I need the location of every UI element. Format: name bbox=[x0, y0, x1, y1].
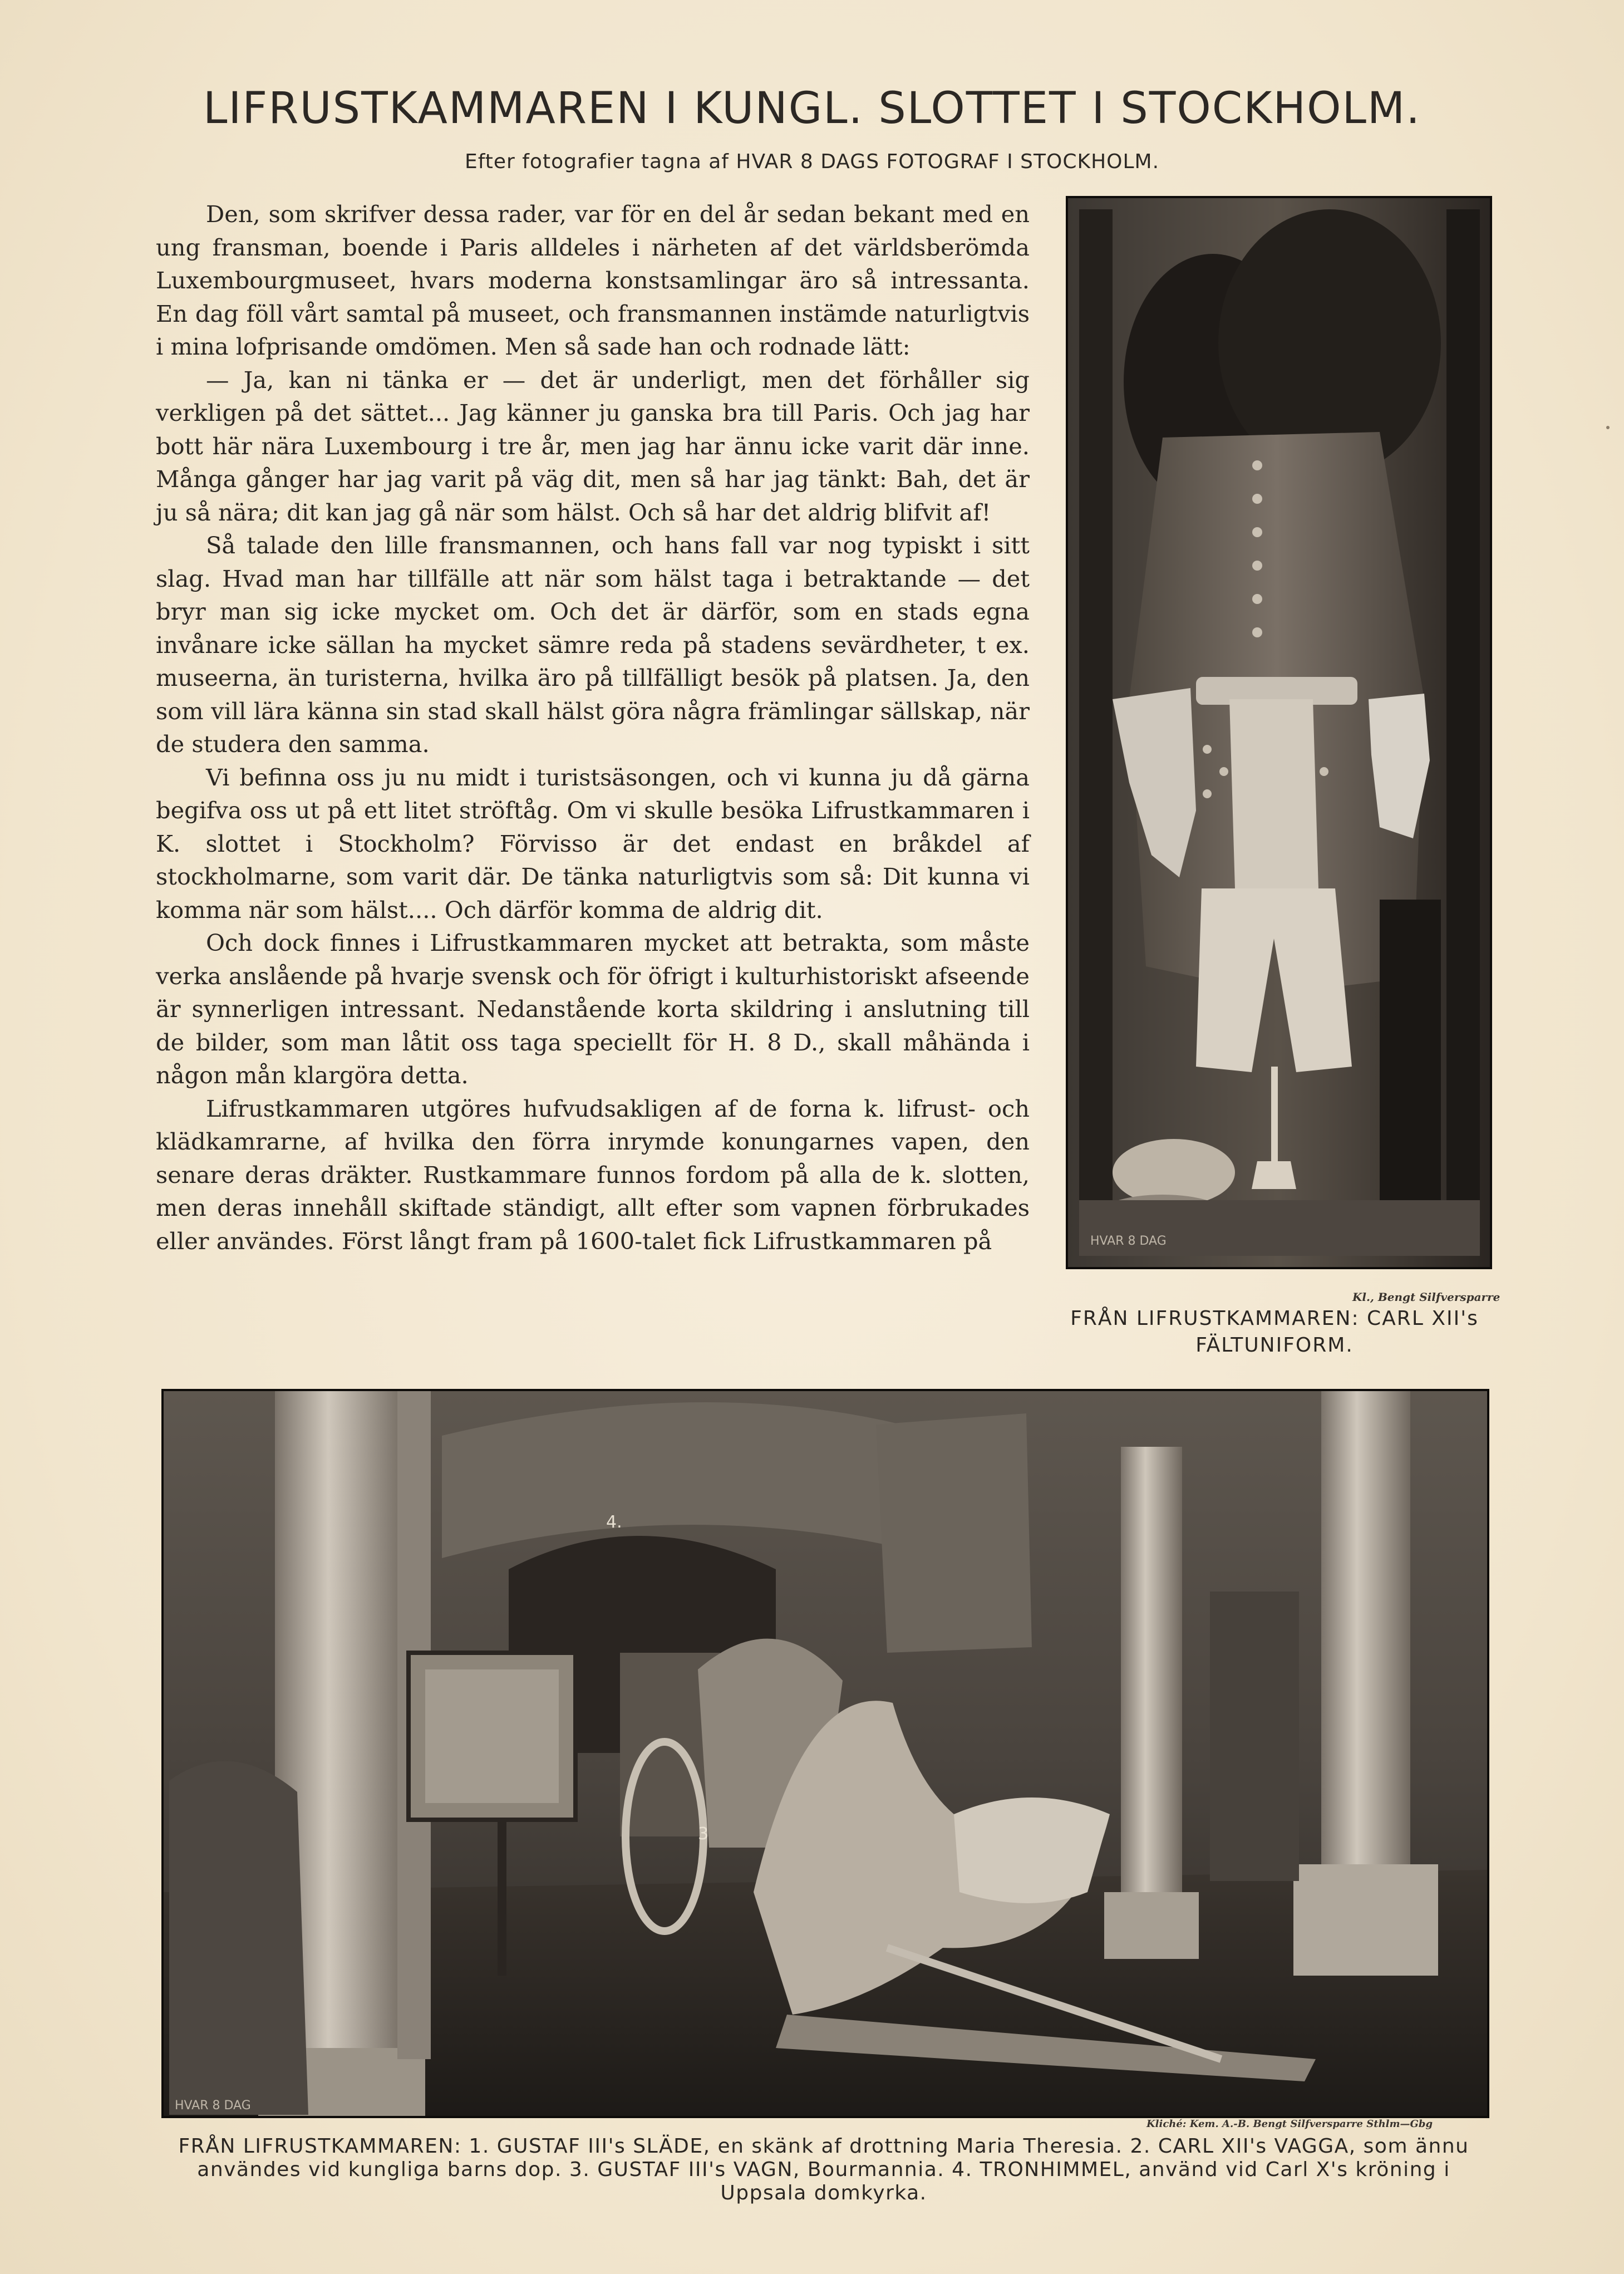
photo-watermark: HVAR 8 DAG bbox=[175, 2099, 251, 2113]
uniform-photo bbox=[1066, 196, 1492, 1269]
article-paragraph: Så talade den lille fransmannen, och hans fall var nog typiskt i sitt slag. Hvad man har tillfälle att när som hälst taga i betraktande — det bryr man sig icke mycket om. Och det är därför, som en stads egna invånare icke sällan ha mycket sämre reda på stadens sevärdheter, t ex. museerna, än turisterna, hvilka äro på tillfälligt besök på platsen. Ja, den som vill lära känna sin stad skall hälst göra några främlingar sällskap, när de studera den samma. bbox=[156, 532, 1030, 758]
hall-label-4: 4. bbox=[606, 1512, 622, 1532]
article-paragraph: Vi befinna oss ju nu midt i turistsäsongen, och vi kunna ju då gärna begifva oss ut på ett litet ströftåg. Om vi skulle besöka Lifrustkammaren i K. slottet i Stockholm? Förvisso är det endast en bråkdel af stockholmarne, som varit där. De tänka naturligtvis som så: Dit kunna vi komma när som hälst.... Och därför komma de aldrig dit. bbox=[156, 763, 1030, 924]
paper-speck bbox=[1606, 426, 1610, 429]
armoury-hall-caption: FRÅN LIFRUSTKAMMAREN: 1. GUSTAF III's SLÄDE, en skänk af drottning Maria Theresia. 2. CARL XII's VAGGA, som ännu användes vid kungliga barns dop. 3. GUSTAF III's VAGN, Bourmannia. 4. TRONHIMMEL, använd vid Carl X's kröning i Uppsala domkyrka. bbox=[178, 2135, 1469, 2204]
photo-watermark: HVAR 8 DAG bbox=[1090, 1234, 1167, 1248]
page-subtitle: Efter fotografier tagna af HVAR 8 DAGS FOTOGRAF I STOCKHOLM. bbox=[464, 150, 1160, 173]
armoury-hall-illustration bbox=[164, 1391, 1487, 2116]
uniform-caption: FRÅN LIFRUSTKAMMAREN: CARL XII's FÄLTUNIFORM. bbox=[1070, 1307, 1479, 1357]
page-title: LIFRUSTKAMMAREN I KUNGL. SLOTTET I STOCKHOLM. bbox=[203, 84, 1421, 134]
article-body bbox=[156, 198, 1030, 1258]
uniform-illustration bbox=[1068, 198, 1490, 1267]
armoury-hall-photo bbox=[161, 1389, 1489, 2118]
article-paragraph: Lifrustkammaren utgöres hufvudsakligen af de forna k. lifrust- och klädkamrarne, af hvilka den förra inrymde konungarnes vapen, den senare deras dräkter. Rustkammare funnos fordom på alla de k. slotten, men deras innehåll skiftade ständigt, allt efter som vapnen förbrukades eller användes. Först långt fram på 1600-talet fick Lifrustkammaren på bbox=[156, 1094, 1030, 1255]
article-paragraph: Och dock finnes i Lifrustkammaren mycket att betrakta, som måste verka anslående på hvarje svensk och för öfrigt i kulturhistoriskt afseende är synnerligen intressant. Nedanstående korta skildring i anslutning till de bilder, som man låtit oss taga speciellt för H. 8 D., skall måhända i någon mån klargöra detta. bbox=[156, 929, 1030, 1089]
article-paragraph: — Ja, kan ni tänka er — det är underligt, men det förhåller sig verkligen på det sättet... Jag känner ju ganska bra till Paris. Och jag har bott här nära Luxembourg i tre år, men jag har ännu icke varit där inne. Många gånger har jag varit på väg dit, men så har jag tänkt: Bah, det är ju så nära; dit kan jag gå när som hälst. Och så har det aldrig blifvit af! bbox=[156, 366, 1030, 526]
photo-credit: Kl., Bengt Silfversparre bbox=[1352, 1290, 1500, 1304]
photo-credit: Kliché: Kem. A.-B. Bengt Silfversparre Sthlm—Gbg bbox=[1146, 2118, 1433, 2130]
hall-label-3: 3 bbox=[698, 1824, 709, 1844]
article-paragraph: Den, som skrifver dessa rader, var för en del år sedan bekant med en ung fransman, boende i Paris alldeles i närheten af det världsberömda Luxembourgmuseet, hvars moderna konstsamlingar äro så intressanta. En dag föll vårt samtal på museet, och fransmannen instämde naturligtvis i mina lofprisande omdömen. Men så sade han och rodnade lätt: bbox=[156, 200, 1030, 360]
